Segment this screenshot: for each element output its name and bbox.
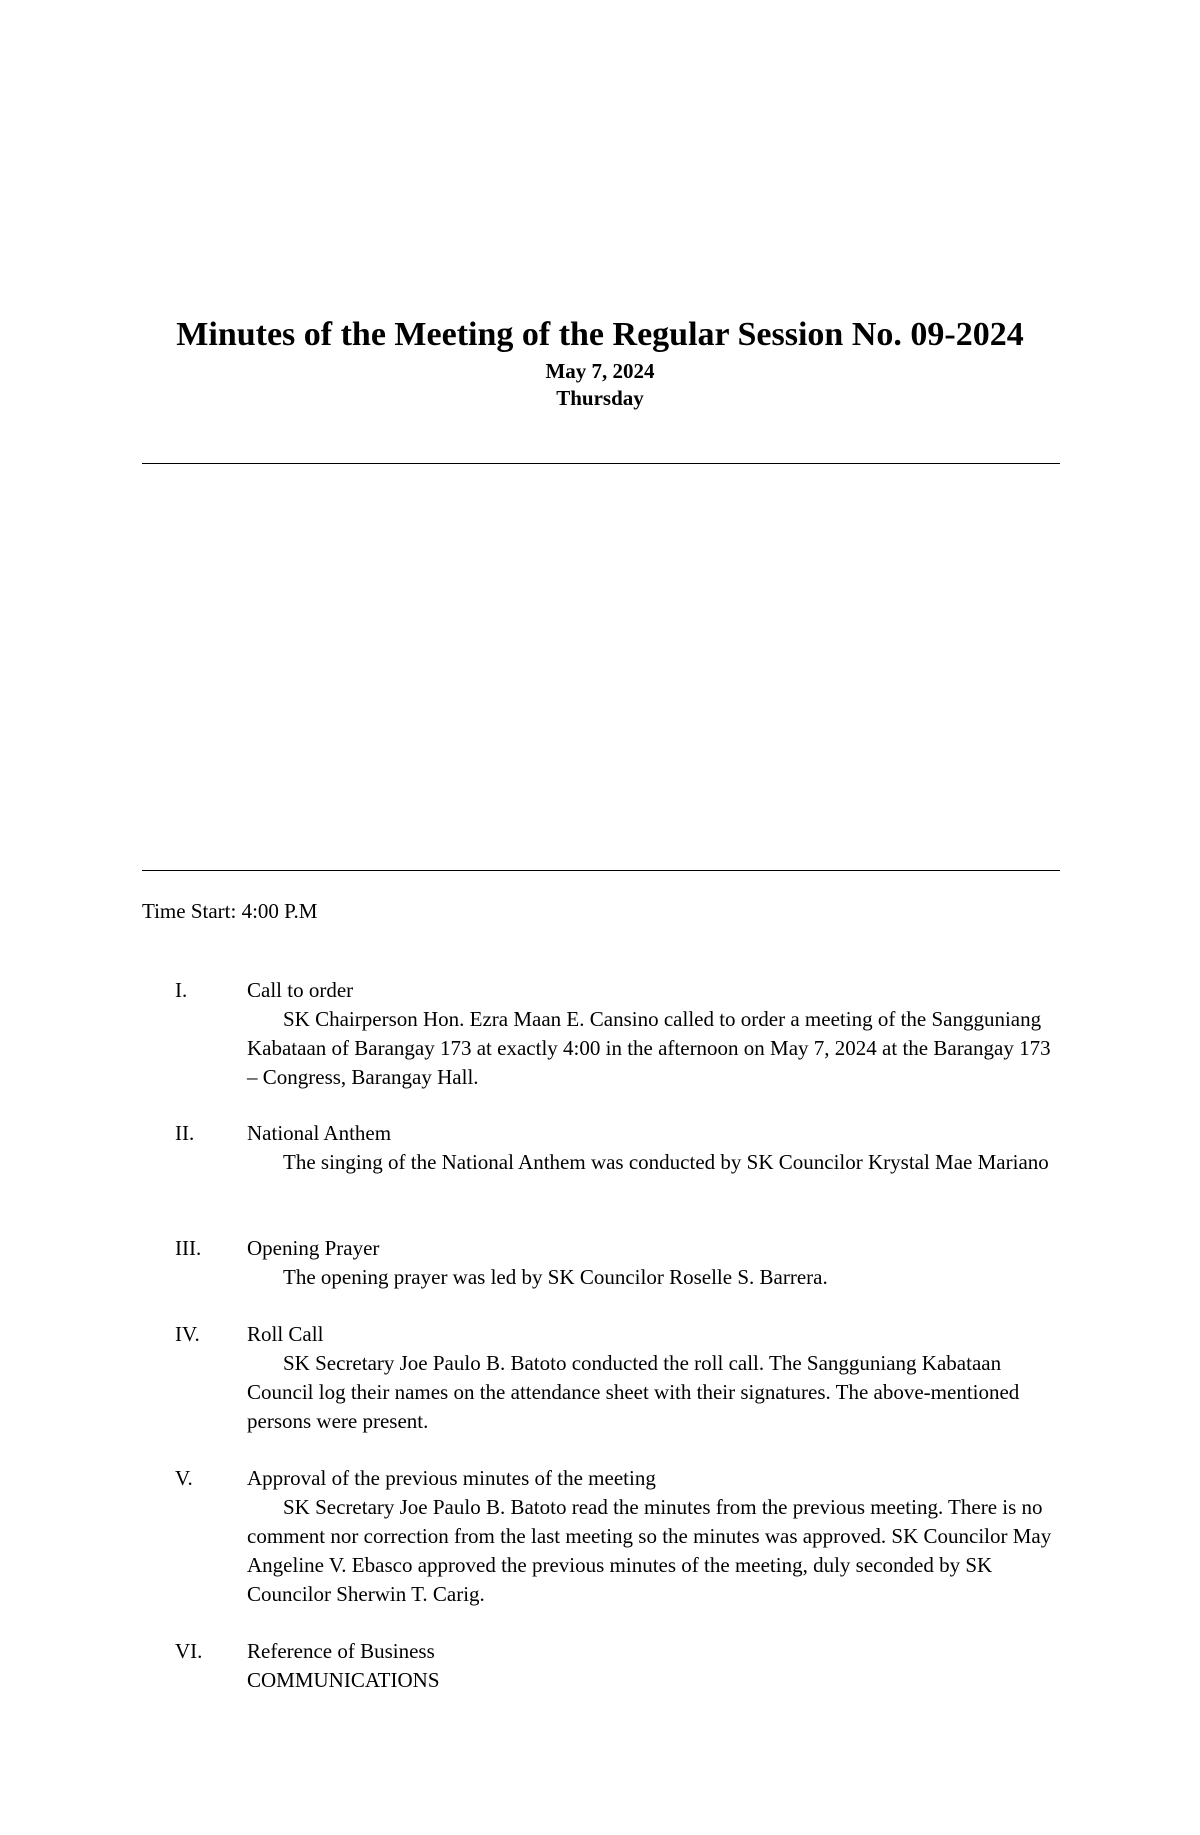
time-start: Time Start: 4:00 P.M bbox=[142, 899, 318, 923]
agenda-item-number: V. bbox=[175, 1466, 193, 1490]
agenda-item-heading: Call to order bbox=[247, 978, 354, 1002]
agenda-item-number: III. bbox=[175, 1236, 202, 1260]
bottom-divider bbox=[142, 870, 1060, 871]
agenda-item-heading: National Anthem bbox=[247, 1121, 392, 1145]
agenda-item-heading: Approval of the previous minutes of the meeting bbox=[247, 1466, 656, 1490]
agenda-item-text: The singing of the National Anthem was conducted by SK Councilor Krystal Mae Mariano bbox=[283, 1150, 1049, 1174]
agenda-item-text: The opening prayer was led by SK Councilor Roselle S. Barrera. bbox=[283, 1265, 828, 1289]
agenda-item-heading: Reference of Business bbox=[247, 1639, 435, 1663]
meeting-day: Thursday bbox=[556, 386, 644, 410]
agenda-item-text: SK Secretary Joe Paulo B. Batoto read the minutes from the previous meeting. There is no comment nor correction from the last meeting so the minutes was approved. SK Councilor May Angeline V. Ebasco approved the previous minutes of the meeting, duly seconded by SK Councilor Sherwin T. Carig. bbox=[247, 1495, 1052, 1606]
agenda-item-number: VI. bbox=[175, 1639, 203, 1663]
agenda-item-text: COMMUNICATIONS bbox=[247, 1668, 440, 1692]
agenda-item-heading: Roll Call bbox=[247, 1322, 324, 1346]
top-divider bbox=[142, 463, 1060, 464]
agenda-item-number: II. bbox=[175, 1121, 195, 1145]
agenda-item-heading: Opening Prayer bbox=[247, 1236, 380, 1260]
agenda-item-text: SK Secretary Joe Paulo B. Batoto conducted the roll call. The Sangguniang Kabataan Council log their names on the attendance sheet with their signatures. The above-mentioned persons were present. bbox=[247, 1351, 1020, 1433]
agenda-item-number: IV. bbox=[175, 1322, 200, 1346]
document-title: Minutes of the Meeting of the Regular Session No. 09-2024 bbox=[176, 316, 1024, 353]
meeting-date: May 7, 2024 bbox=[545, 359, 655, 383]
agenda-item-text: SK Chairperson Hon. Ezra Maan E. Cansino called to order a meeting of the Sangguniang Kabataan of Barangay 173 at exactly 4:00 in the afternoon on May 7, 2024 at the Barangay 173 – Congress, Barangay Hall. bbox=[247, 1007, 1051, 1089]
agenda-item-number: I. bbox=[175, 978, 188, 1002]
